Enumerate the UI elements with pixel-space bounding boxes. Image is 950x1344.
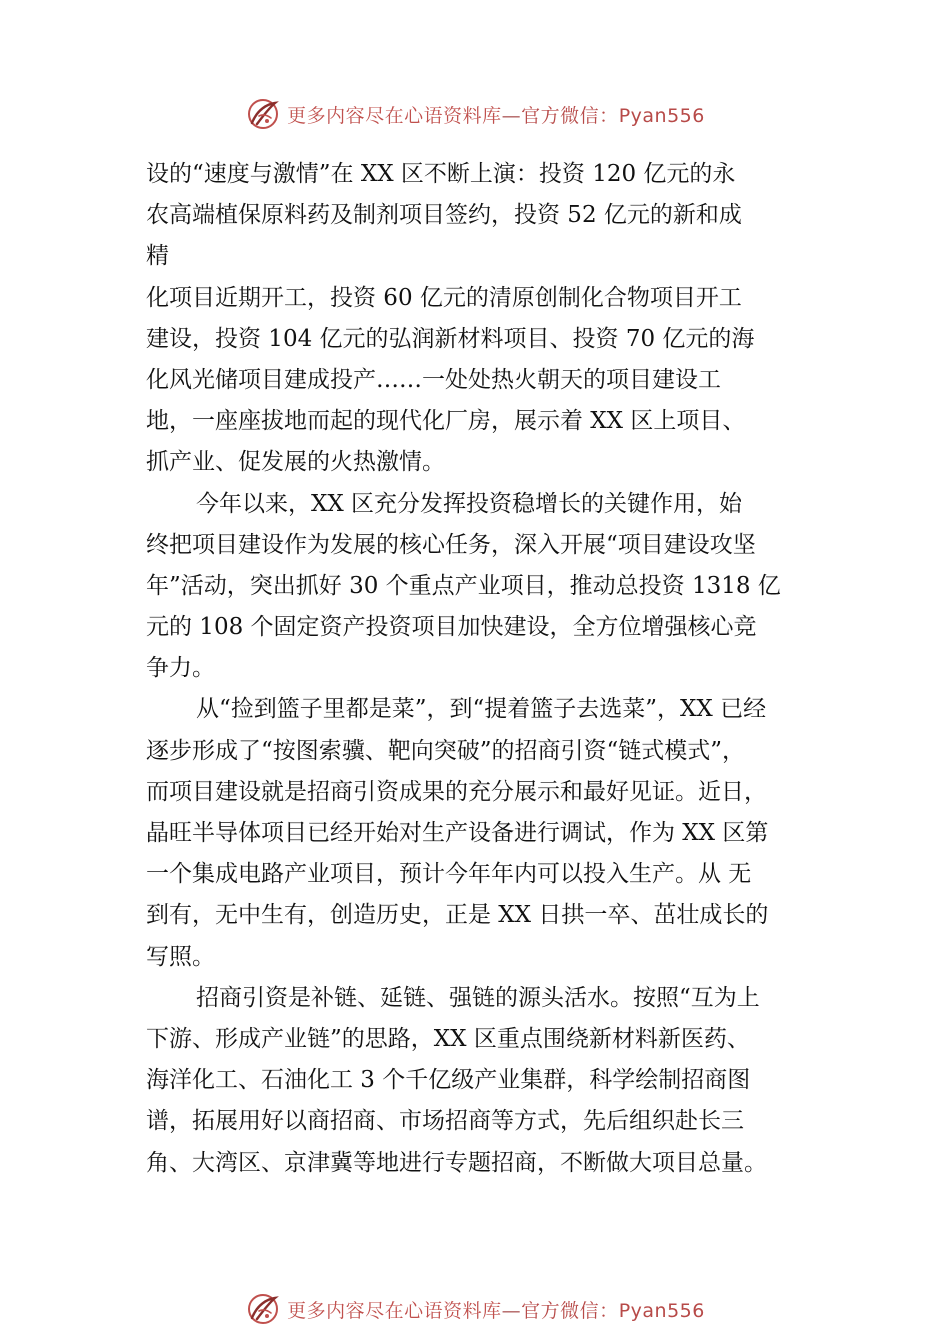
banner-main-text: 更多内容尽在心语资料库: [287, 104, 502, 127]
footer-banner: [0, 1289, 950, 1329]
text-line: 写照。: [146, 943, 215, 970]
text-line: 一个集成电路产业项目，预计今年年内可以投入生产。从 无: [146, 861, 752, 888]
text-line: 精: [146, 243, 169, 270]
banner-wechat-label: 官方微信：: [521, 104, 619, 127]
banner-separator: —: [501, 1299, 522, 1322]
text-line: 下游、形成产业链”的思路，XX 区重点围绕新材料新医药、: [146, 1025, 750, 1052]
text-line: 设的“速度与激情”在 XX 区不断上演：投资 120 亿元的永: [146, 161, 736, 187]
text-line: 谱，拓展用好以商招商、市场招商等方式，先后组织赴长三: [146, 1108, 744, 1135]
banner-text: [287, 1296, 705, 1323]
text-line: 而项目建设就是招商引资成果的充分展示和最好见证。近日，: [146, 778, 767, 805]
text-line: 争力。: [146, 655, 215, 682]
text-line: 年”活动，突出抓好 30 个重点产业项目，推动总投资 1318 亿: [146, 572, 781, 599]
text-line: 建设，投资 104 亿元的弘润新材料项目、投资 70 亿元的海: [146, 325, 755, 352]
text-line: 今年以来，XX 区充分发挥投资稳增长的关键作用，始: [196, 490, 743, 517]
text-line: 招商引资是补链、延链、强链的源头活水。按照“互为上: [196, 984, 760, 1011]
banner-wechat-label: 官方微信：: [521, 1299, 619, 1322]
text-line: 逐步形成了“按图索骥、靶向突破”的招商引资“链式模式”，: [146, 737, 746, 764]
text-line: 地，一座座拔地而起的现代化厂房，展示着 XX 区上项目、: [146, 408, 746, 435]
banner-wechat-id: Pyan556: [618, 104, 705, 127]
text-line: 农高端植保原料药及制剂项目签约，投资 52 亿元的新和成: [146, 202, 742, 229]
banner-wechat-id: Pyan556: [618, 1299, 705, 1322]
text-line: 终把项目建设作为发展的核心任务，深入开展“项目建设攻坚: [146, 531, 756, 558]
text-line: 到有，无中生有，创造历史，正是 XX 日拱一卒、茁壮成长的: [146, 902, 769, 929]
banner-text: [287, 101, 705, 128]
banner-main-text: 更多内容尽在心语资料库: [287, 1299, 502, 1322]
text-line: 晶旺半导体项目已经开始对生产设备进行调试，作为 XX 区第: [146, 820, 769, 846]
text-line: 元的 108 个固定资产投资项目加快建设，全方位增强核心竞: [146, 614, 757, 641]
signature-logo-icon: [245, 96, 281, 132]
document-body: [146, 154, 846, 1184]
text-line: 角、大湾区、京津冀等地进行专题招商，不断做大项目总量。: [146, 1149, 767, 1176]
text-line: 海洋化工、石油化工 3 个千亿级产业集群，科学绘制招商图: [146, 1067, 751, 1094]
text-line: 化项目近期开工，投资 60 亿元的清原创制化合物项目开工: [146, 284, 742, 311]
signature-logo-icon: [245, 1291, 281, 1327]
text-line: 从“捡到篮子里都是菜”，到“提着篮子去选菜”，XX 已经: [196, 696, 767, 723]
text-line: 化风光储项目建成投产……一处处热火朝天的项目建设工: [146, 366, 721, 393]
text-line: 抓产业、促发展的火热激情。: [146, 449, 445, 476]
banner-separator: —: [501, 104, 522, 127]
header-banner: [0, 94, 950, 134]
